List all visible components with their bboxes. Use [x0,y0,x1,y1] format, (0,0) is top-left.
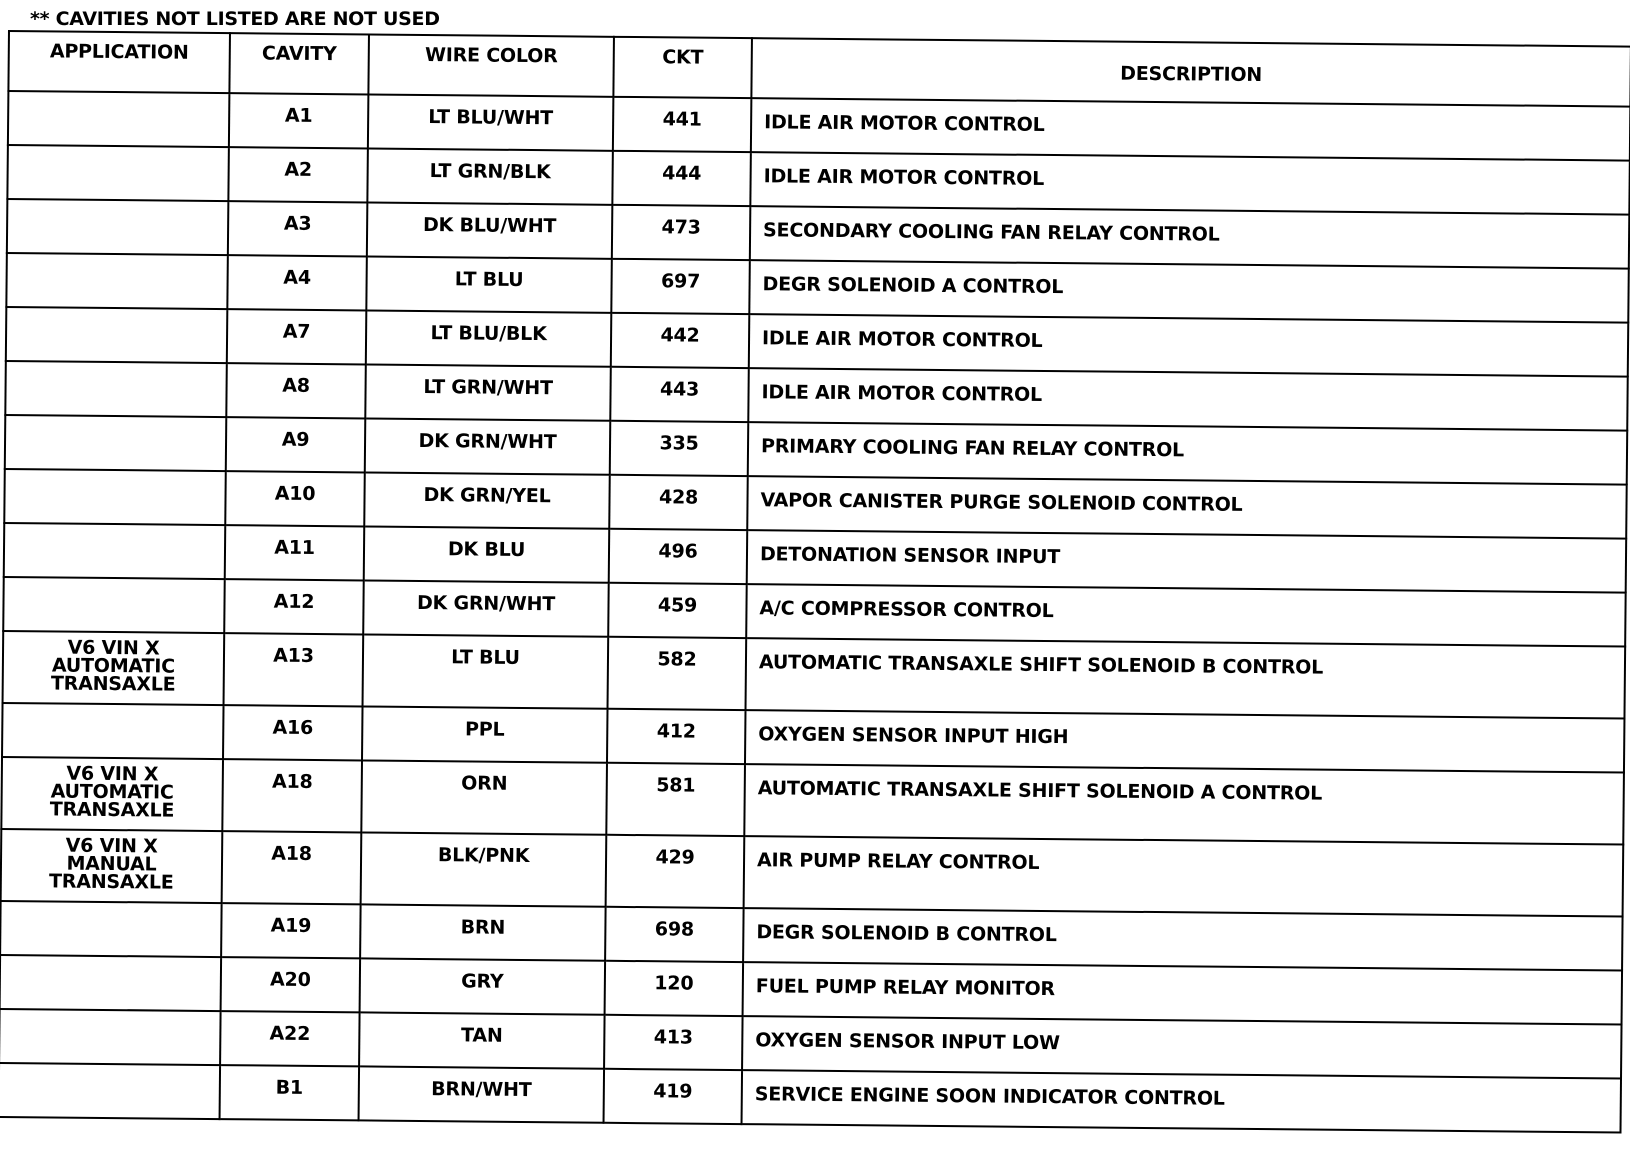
description-cell: IDLE AIR MOTOR CONTROL [748,368,1627,430]
cavity-cell: A3 [228,201,368,256]
description-cell: AIR PUMP RELAY CONTROL [744,836,1624,916]
cavity-cell: A16 [223,705,363,760]
ckt-cell: 412 [607,709,746,764]
cavity-cell: A9 [226,417,366,472]
wire-color-cell: LT BLU [363,634,609,708]
ckt-cell: 582 [608,637,747,710]
description-cell: AUTOMATIC TRANSAXLE SHIFT SOLENOID B CONTROL [746,638,1626,718]
cavity-cell: A18 [222,759,362,832]
description-cell: A/C COMPRESSOR CONTROL [746,584,1625,646]
wire-color-cell: DK BLU/WHT [367,202,613,258]
application-cell [7,199,229,255]
wire-color-cell: LT BLU/BLK [366,310,612,366]
connector-pinout-table [0,30,1630,1134]
description-cell: SECONDARY COOLING FAN RELAY CONTROL [750,206,1629,268]
cavity-cell: A13 [224,633,364,706]
ckt-cell: 697 [611,259,750,314]
wire-color-cell: BLK/PNK [361,832,607,906]
description-cell: OXYGEN SENSOR INPUT HIGH [745,710,1624,772]
table-body [0,91,1630,1133]
cavity-cell: A10 [225,471,365,526]
header-application: APPLICATION [8,31,230,93]
application-cell [7,145,229,201]
application-cell [4,523,226,579]
description-cell: IDLE AIR MOTOR CONTROL [750,152,1629,214]
description-cell: IDLE AIR MOTOR CONTROL [749,314,1628,376]
description-cell: VAPOR CANISTER PURGE SOLENOID CONTROL [747,476,1626,538]
ckt-cell: 444 [612,151,751,206]
description-cell: IDLE AIR MOTOR CONTROL [751,98,1630,160]
wire-color-cell: BRN [360,904,606,960]
ckt-cell: 581 [606,763,745,836]
wire-color-cell: LT BLU/WHT [368,94,614,150]
header-wire-color: WIRE COLOR [368,34,614,96]
wire-color-cell: LT BLU [366,256,612,312]
cavity-cell: A20 [221,957,361,1012]
ckt-cell: 335 [610,421,749,476]
application-line: TRANSAXLE [49,798,175,822]
wire-color-cell: DK GRN/YEL [364,472,610,528]
cavity-cell: A4 [227,255,367,310]
header-ckt: CKT [613,37,752,98]
application-line: V6 VIN X [65,834,158,858]
description-cell: DEGR SOLENOID A CONTROL [749,260,1628,322]
application-line: MANUAL [66,852,157,876]
description-cell: PRIMARY COOLING FAN RELAY CONTROL [748,422,1627,484]
application-line: V6 VIN X [67,636,160,660]
description-cell: DEGR SOLENOID B CONTROL [743,908,1622,970]
wire-color-cell: DK GRN/WHT [365,418,611,474]
cavities-note: ** CAVITIES NOT LISTED ARE NOT USED [30,8,440,30]
application-cell [5,415,227,471]
ckt-cell: 413 [604,1015,743,1070]
ckt-cell: 428 [609,475,748,530]
pinout-sheet [0,30,1630,1158]
application-line: AUTOMATIC [50,780,174,804]
application-cell [5,361,227,417]
ckt-cell: 441 [613,97,752,152]
cavity-cell: A18 [222,831,362,904]
application-cell [4,469,226,525]
description-cell: SERVICE ENGINE SOON INDICATOR CONTROL [742,1070,1621,1132]
wire-color-cell: GRY [360,958,606,1014]
ckt-cell: 459 [608,583,747,638]
cavity-cell: B1 [220,1065,360,1120]
ckt-cell: 698 [605,907,744,962]
application-cell [3,631,225,705]
application-cell [3,577,225,633]
description-cell: AUTOMATIC TRANSAXLE SHIFT SOLENOID A CONTROL [744,764,1624,844]
application-cell [2,703,224,759]
application-line: TRANSAXLE [50,672,176,696]
ckt-cell: 120 [605,961,744,1016]
description-cell: FUEL PUMP RELAY MONITOR [743,962,1622,1024]
ckt-cell: 443 [610,367,749,422]
cavity-cell: A12 [224,579,364,634]
header-cavity: CAVITY [229,33,369,94]
wire-color-cell: ORN [361,760,607,834]
ckt-cell: 442 [611,313,750,368]
cavity-cell: A1 [229,93,369,148]
description-cell: DETONATION SENSOR INPUT [747,530,1626,592]
cavity-cell: A22 [220,1011,360,1066]
wire-color-cell: DK GRN/WHT [363,580,609,636]
cavity-cell: A11 [225,525,365,580]
wire-color-cell: PPL [362,706,608,762]
application-cell [1,829,223,903]
application-cell [0,901,222,957]
application-cell [8,91,230,147]
cavity-cell: A19 [221,903,361,958]
ckt-cell: 429 [606,835,745,908]
description-cell: OXYGEN SENSOR INPUT LOW [742,1016,1621,1078]
cavity-cell: A8 [226,363,366,418]
cavity-cell: A7 [227,309,367,364]
cavity-cell: A2 [228,147,368,202]
application-line: TRANSAXLE [48,870,174,894]
header-description: DESCRIPTION [751,38,1630,106]
application-cell [0,1009,221,1065]
application-line: V6 VIN X [66,762,159,786]
wire-color-cell: LT GRN/WHT [365,364,611,420]
wire-color-cell: BRN/WHT [359,1066,605,1122]
wire-color-cell: DK BLU [364,526,610,582]
application-cell [6,253,228,309]
application-cell [0,955,221,1011]
wire-color-cell: TAN [359,1012,605,1068]
application-cell [6,307,228,363]
application-cell [0,1063,220,1119]
application-line: AUTOMATIC [51,654,175,678]
ckt-cell: 473 [612,205,751,260]
wire-color-cell: LT GRN/BLK [367,148,613,204]
application-cell [1,757,223,831]
ckt-cell: 419 [604,1069,743,1124]
ckt-cell: 496 [609,529,748,584]
